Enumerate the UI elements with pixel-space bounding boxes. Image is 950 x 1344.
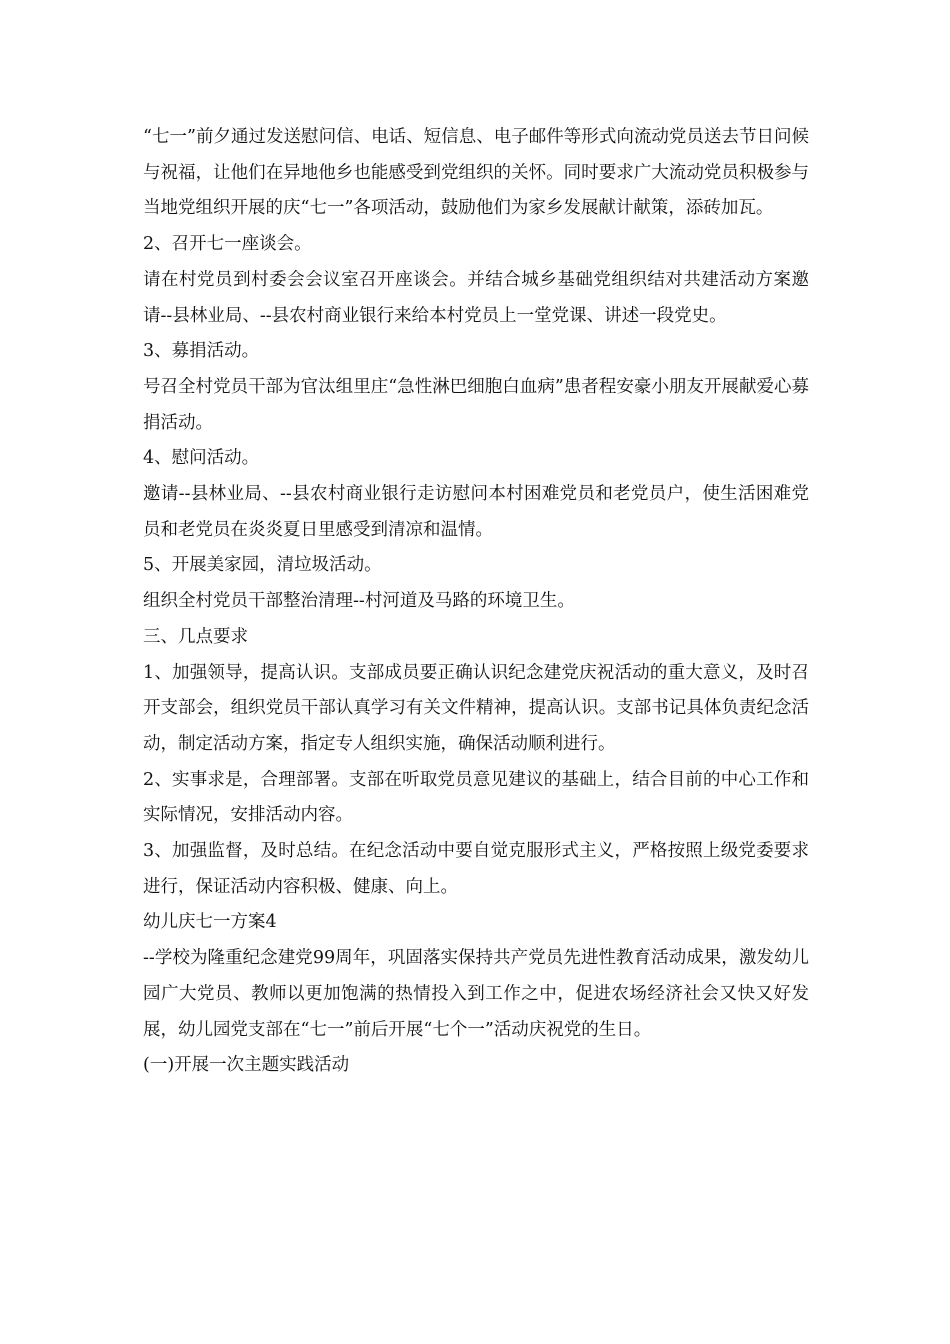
- item-heading-cleanup: 5、开展美家园，清垃圾活动。: [143, 555, 382, 576]
- paragraph-plan-intro: --学校为隆重纪念建党99周年，巩固落实保持共产党员先进性教育活动成果，激发幼儿园广大党员、教师以更加饱满的热情投入到工作之中，促进农场经济社会又快又好发展，幼儿园党支部在“七一”前后开展“七个一”活动庆祝党的生日。: [143, 948, 809, 1040]
- item-heading-symposium: 2、召开七一座谈会。: [143, 234, 312, 255]
- subsection-heading-1: (一)开展一次主题实践活动: [143, 1055, 350, 1076]
- plan-title: 幼儿庆七一方案4: [143, 912, 277, 933]
- document-body: [143, 120, 809, 1084]
- paragraph-donation: 号召全村党员干部为官汰组里庄“急性淋巴细胞白血病”患者程安豪小朋友开展献爱心募捐活动。: [143, 376, 809, 433]
- paragraph-cleanup: 组织全村党员干部整治清理--村河道及马路的环境卫生。: [143, 591, 575, 612]
- paragraph-symposium: 请在村党员到村委会会议室召开座谈会。并结合城乡基础党组织结对共建活动方案邀请--县林业局、--县农村商业银行来给本村党员上一堂党课、讲述一段党史。: [143, 269, 809, 326]
- section-heading-requirements: 三、几点要求: [143, 626, 248, 647]
- paragraph-requirement-2: 2、实事求是，合理部署。支部在听取党员意见建议的基础上，结合目前的中心工作和实际情况，安排活动内容。: [143, 769, 809, 826]
- paragraph-requirement-1: 1、加强领导，提高认识。支部成员要正确认识纪念建党庆祝活动的重大意义，及时召开支部会，组织党员干部认真学习有关文件精神，提高认识。支部书记具体负责纪念活动，制定活动方案，指定专人组织实施，确保活动顺利进行。: [143, 662, 809, 754]
- paragraph-requirement-3: 3、加强监督，及时总结。在纪念活动中要自觉克服形式主义，严格按照上级党委要求进行，保证活动内容积极、健康、向上。: [143, 841, 809, 897]
- item-heading-donation: 3、募捐活动。: [143, 341, 260, 362]
- paragraph-visit: 邀请--县林业局、--县农村商业银行走访慰问本村困难党员和老党员户，使生活困难党员和老党员在炎炎夏日里感受到清凉和温情。: [143, 484, 809, 540]
- paragraph-greetings: “七一”前夕通过发送慰问信、电话、短信息、电子邮件等形式向流动党员送去节日问候与祝福，让他们在异地他乡也能感受到党组织的关怀。同时要求广大流动党员积极参与当地党组织开展的庆“七一”各项活动，鼓励他们为家乡发展献计献策，添砖加瓦。: [143, 127, 809, 219]
- item-heading-visit: 4、慰问活动。: [143, 448, 260, 469]
